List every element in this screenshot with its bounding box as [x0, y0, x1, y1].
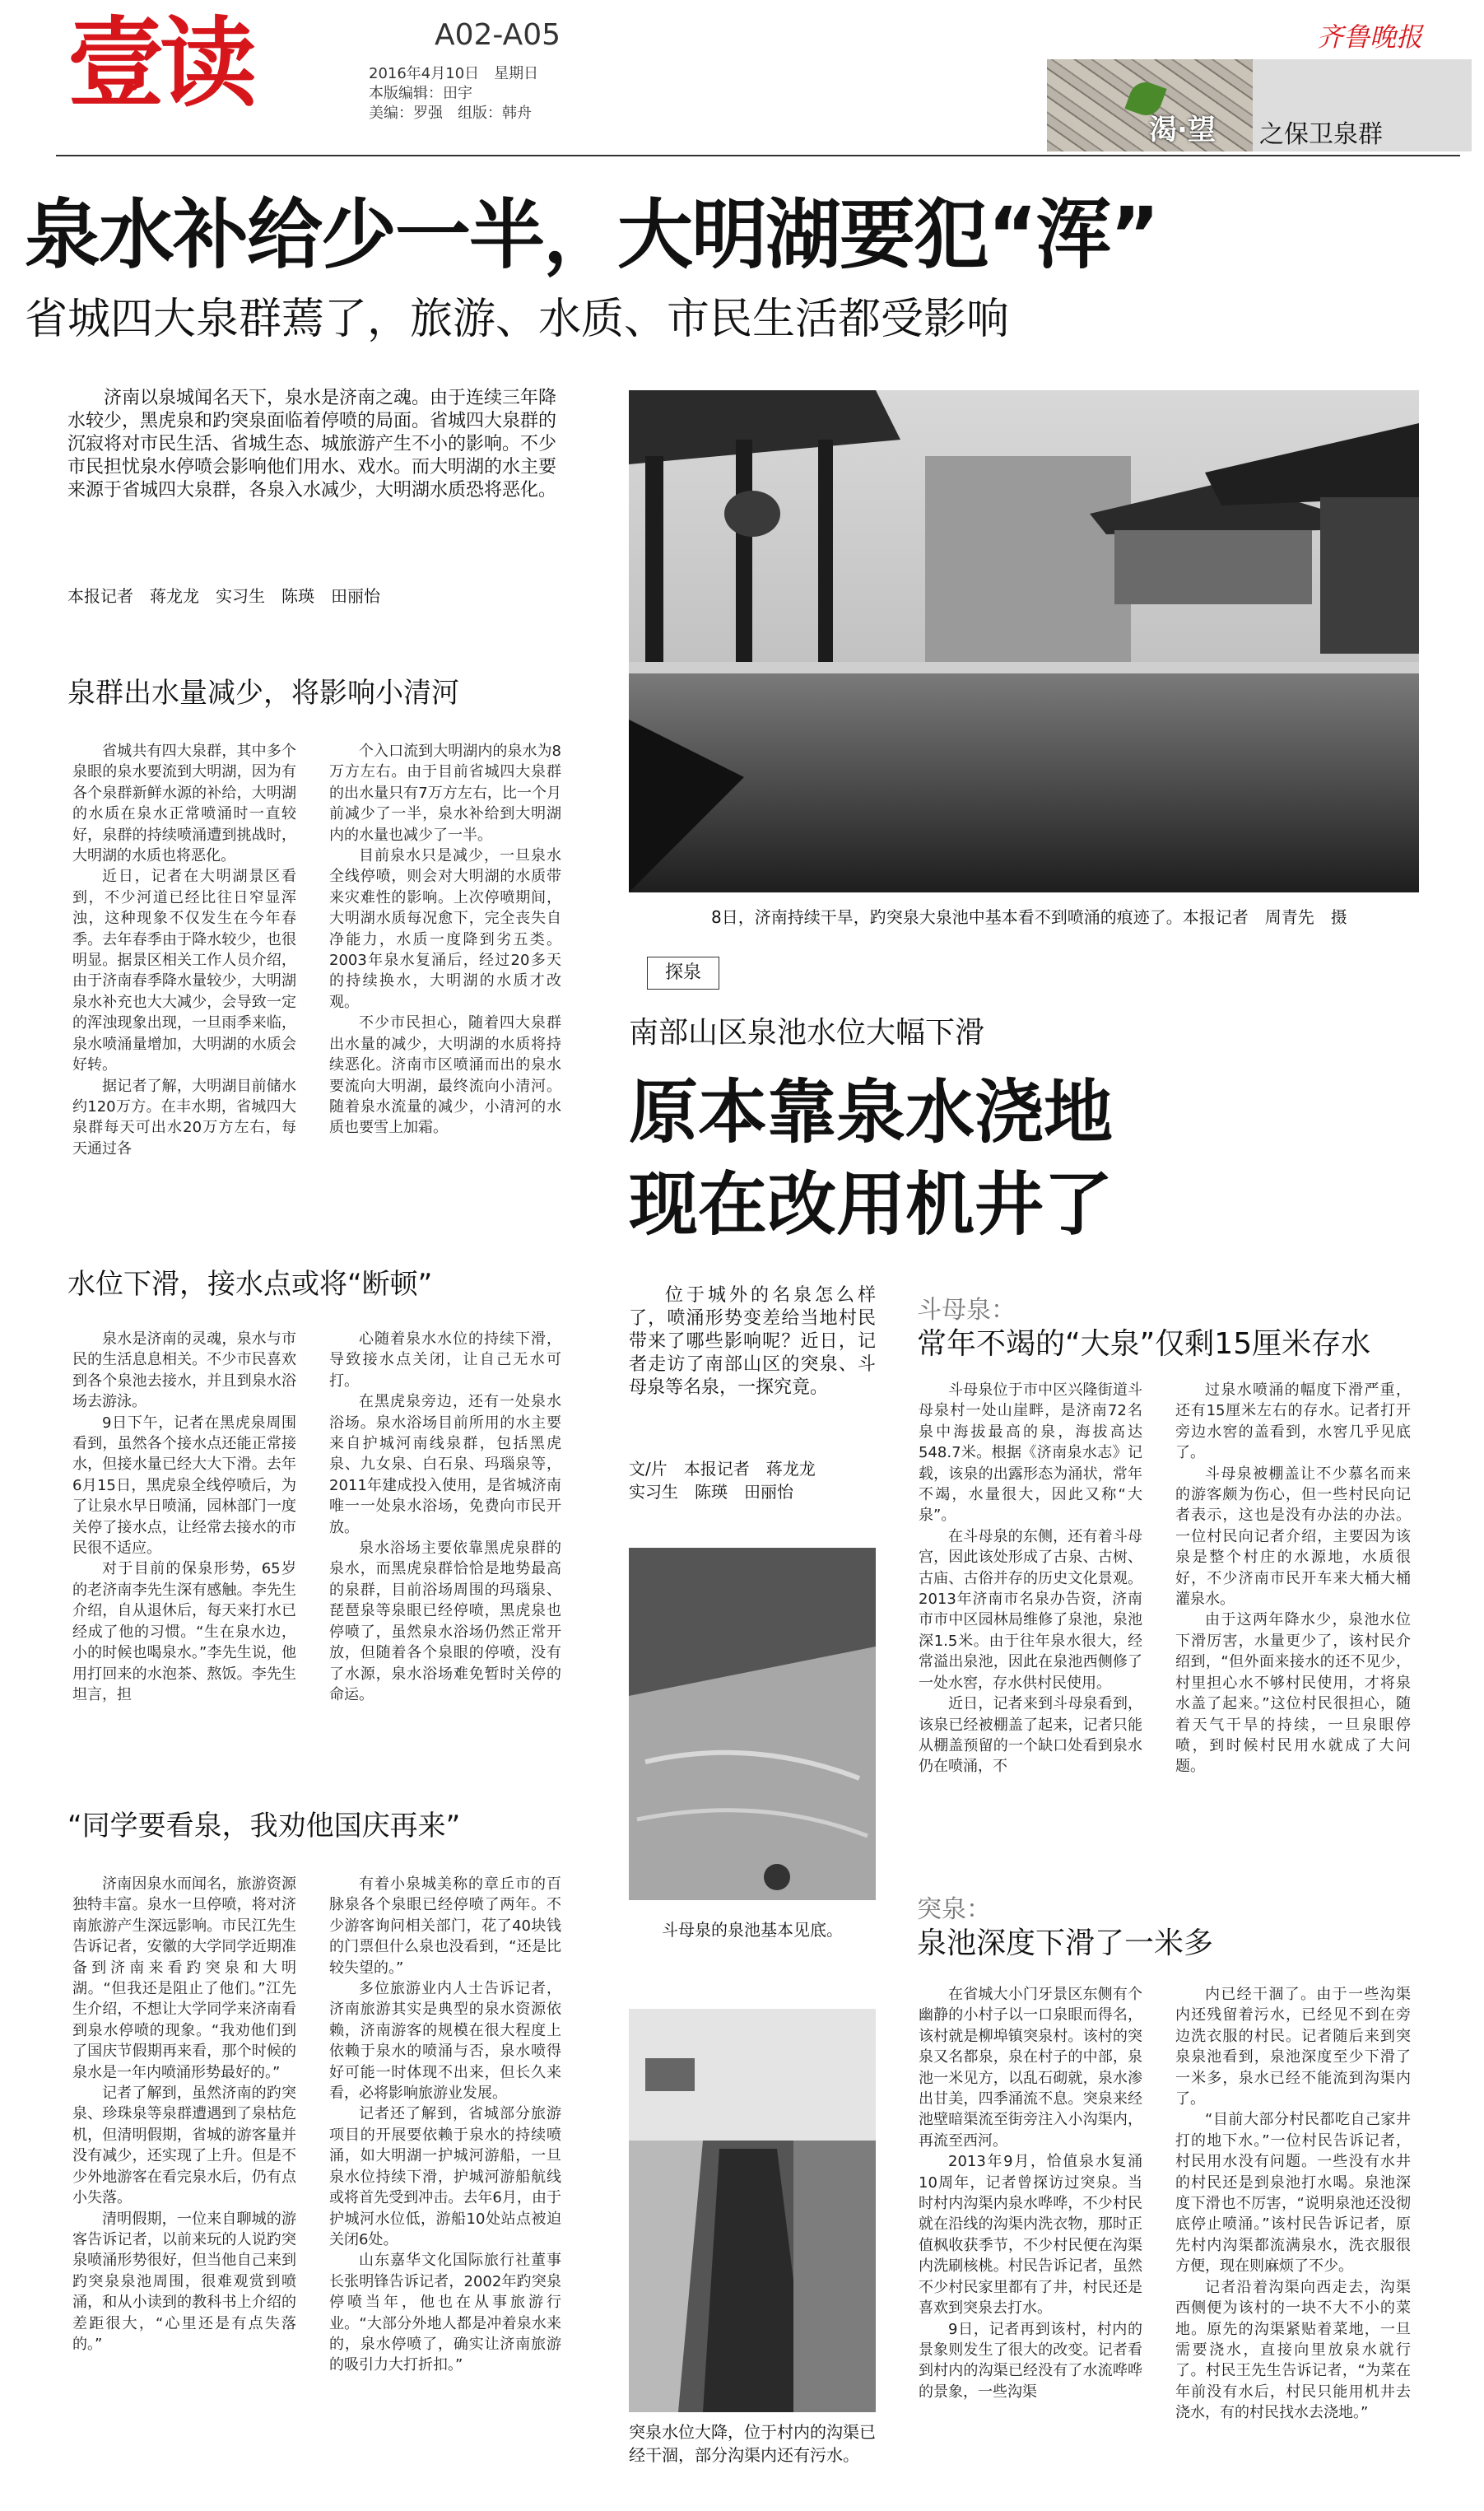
issue-editor: 本版编辑：田宇: [369, 85, 472, 102]
tuquan-text-left-para-1: 在省城大小门牙景区东侧有个幽静的小村子以一口泉眼而得名，该村就是柳埠镇突泉村。该村的突泉又名都泉，泉在村子的中部，泉池一米见方，以乱石砌就，泉水渗出甘美，四季涌流不息。突泉来经池壁暗渠流至街旁注入小沟渠内，再流至西河。: [919, 1986, 1142, 2150]
doumu-text-right-para-1: 过泉水喷涌的幅度下滑严重，还有15厘米左右的存水。记者打开旁边水窖的盖看到，水窖几乎见底了。: [1175, 1381, 1411, 1462]
section2-text-left-para-3: 对于目前的保泉形势，65岁的老济南李先生深有感触。李先生介绍，自从退休后，每天来打水已经成了他的习惯。“生在泉水边，小的时候也喝泉水。”李先生说，他用打回来的水泡茶、熬饭。李先生坦言，担: [72, 1560, 296, 1703]
issue-staff: 美编：罗强 组版：韩舟: [369, 105, 532, 122]
section1-col-left: [72, 741, 296, 1251]
section3-text-left-para-1: 济南因泉水而闻名，旅游资源独特丰富。泉水一旦停喷，将对济南旅游产生深远影响。市民江先生告诉记者，安徽的大学同学近期准备到济南来看趵突泉和大明湖。“但我还是阻止了他们。”江先生介绍，不想让大学同学来济南看到泉水停喷的现象。“我劝他们到了国庆节假期再来看，那个时候的泉水是一年内喷涌形势最好的。”: [72, 1875, 296, 2081]
section1-text-left-para-3: 据记者了解，大明湖目前储水约120万方。在丰水期，省城四大泉群每天可出水20万方左右，每天通过各: [72, 1077, 296, 1158]
section1-text-left-para-1: 省城共有四大泉群，其中多个泉眼的泉水要流到大明湖，因为有各个泉群新鲜水源的补给，大明湖的水质在泉水正常喷涌时一直较好，泉群的持续喷涌遭到挑战时，大明湖的水质也将恶化。: [72, 743, 296, 865]
tuquan-text-right-para-1: 内已经干涸了。由于一些沟渠内还残留着污水，已经见不到在旁边洗衣服的村民。记者随后来到突泉泉池看到，泉池深度至少下滑了一米多，泉水已经不能流到沟渠内了。: [1175, 1986, 1411, 2108]
section-heading-3: “同学要看泉，我劝他国庆再来”: [67, 1810, 461, 1842]
doumu-text-left-para-2: 在斗母泉的东侧，还有着斗母宫，因此该处形成了古泉、古树、古庙、古俗并存的历史文化景观。2013年济南市名泉办告资，济南市市中区园林局维修了泉池，泉池深1.5米。由于往年泉水很大，经常溢出泉池，因此在泉池西侧修了一处水窖，存水供村民使用。: [919, 1527, 1142, 1692]
section2-text-right-para-2: 在黑虎泉旁边，还有一处泉水浴场。泉水浴场目前所用的水主要来自护城河南线泉群，包括黑虎泉、九女泉、白石泉、玛瑙泉等，2011年建成投入使用，是省城济南唯一一处泉水浴场，免费向市民开放。: [329, 1393, 561, 1536]
column-tag: 探泉: [647, 957, 719, 990]
tuquan-text-left-para-3: 9日，记者再到该村，村内的景象则发生了很大的改变。记者看到村内的沟渠已经没有了水流哗哗的景象，一些沟渠: [919, 2320, 1142, 2401]
tuquan-channel-photo: [629, 2009, 876, 2412]
tanquan-intro: 位于城外的名泉怎么样了，喷涌形势变差给当地村民带来了哪些影响呢？近日，记者走访了南部山区的突泉、斗母泉等名泉，一探究竟。: [629, 1285, 876, 1398]
section2-text-right-para-3: 泉水浴场主要依靠黑虎泉群的泉水，而黑虎泉群恰恰是地势最高的泉群，目前浴场周围的玛瑙泉、琵琶泉等泉眼已经停喷，黑虎泉也停喷了，虽然泉水浴场仍然正常开放，但随着各个泉眼的停喷，没有了水源，泉水浴场难免暂时关停的命运。: [329, 1540, 561, 1703]
main-headline: 泉水补给少一半，大明湖要犯“浑”: [25, 191, 1158, 279]
lead-paragraph: 济南以泉城闻名天下，泉水是济南之魂。由于连续三年降水较少，黑虎泉和趵突泉面临着停喷的局面。省城四大泉群的沉寂将对市民生活、省城生态、城旅游产生不小的影响。不少市民担忧泉水停喷会影响他们用水、戏水。而大明湖的水主要来源于省城四大泉群，各泉入水减少，大明湖水质恐将恶化。: [67, 388, 557, 501]
doumu-col-left: [919, 1380, 1142, 1866]
section3-col-left: [72, 1874, 296, 2483]
paper-name: 齐鲁晚报: [1317, 21, 1423, 53]
section3-col-right: [329, 1874, 561, 2483]
section2-col-left: [72, 1329, 296, 1782]
tanquan-byline: 文/片 本报记者 蒋龙龙 实习生 陈瑛 田丽怡: [629, 1459, 816, 1502]
tanquan-headline-line1: 原本靠泉水浇地: [629, 1072, 1114, 1153]
main-subheadline: 省城四大泉群蔫了，旅游、水质、市民生活都受影响: [25, 295, 1010, 344]
doumu-spring-photo: [629, 1548, 876, 1900]
banner-title: 渴·望: [1149, 114, 1216, 147]
pavilion-pond-image: [629, 390, 1419, 892]
tanquan-subtitle: 南部山区泉池水位大幅下滑: [629, 1016, 985, 1050]
tuquan-label: 突泉：: [917, 1895, 991, 1924]
doumu-text-left-para-1: 斗母泉位于市中区兴隆街道斗母泉村一处山崖畔，是济南72名泉中海拔最高的泉，海拔高达548.7米。根据《济南泉水志》记载，该泉的出露形态为涌状，常年不竭，水量很大，因此又称“大泉”。: [919, 1381, 1142, 1525]
series-banner: [1047, 59, 1472, 151]
section1-text-left-para-2: 近日，记者在大明湖景区看到，不少河道已经比往日窄显浑浊，这种现象不仅发生在今年春季。去年春季由于降水较少，也很明显。据景区相关工作人员介绍，由于济南春季降水量较少，大明湖泉水补充也大大减少，会导致一定的浑浊现象出现，一旦雨季来临，泉水喷涌量增加，大明湖的水质会好转。: [72, 868, 296, 1074]
banner-subtitle: 之保卫泉群: [1259, 120, 1383, 149]
doumu-col-right: [1175, 1380, 1411, 1866]
section1-text-right-para-2: 目前泉水只是减少，一旦泉水全线停喷，则会对大明湖的水质带来灾难性的影响。上次停喷期间，大明湖水质每况愈下，完全丧失自净能力，水质一度降到劣五类。2003年泉水复涌后，经过20多天的持续换水，大明湖的水质才改观。: [329, 847, 561, 1011]
tuquan-col-right: [1175, 1984, 1411, 2503]
doumu-text-right-para-3: 由于这两年降水少，泉池水位下滑厉害，水量更少了，该村民介绍到，“但外面来接水的还不见少，村里担心水不够村民使用，才将泉水盖了起来。”这位村民很担心，随着天气干旱的持续，一旦泉眼停喷，到时候村民用水就成了大问题。: [1175, 1611, 1411, 1776]
photo-caption: 8日，济南持续干旱，趵突泉大泉池中基本看不到喷涌的痕迹了。本报记者 周青先 摄: [711, 907, 1347, 927]
tuquan-caption: 突泉水位大降，位于村内的沟渠已经干涸，部分沟渠内还有污水。: [629, 2422, 876, 2465]
section3-text-right-para-1: 有着小泉城美称的章丘市的百脉泉各个泉眼已经停喷了两年。不少游客询问相关部门，花了40块钱的门票但什么泉也没看到，“还是比较失望的。”: [329, 1875, 561, 1977]
tuquan-text-right-para-3: 记者沿着沟渠向西走去，沟渠西侧便为该村的一块不大不小的菜地。原先的沟渠紧贴着菜地，一旦需要浇水，直接向里放泉水就行了。村民王先生告诉记者，“为菜在年前没有水后，村民只能用机井去浇水，有的村民找水去浇地。”: [1175, 2278, 1411, 2422]
section2-text-left-para-2: 9日下午，记者在黑虎泉周围看到，虽然各个接水点还能正常接水，但接水量已经大大下滑。去年6月15日，黑虎泉全线停喷后，为了让泉水早日喷涌，园林部门一度关停了接水点，让经常去接水的市民很不适应。: [72, 1414, 296, 1558]
section2-text-left-para-1: 泉水是济南的灵魂，泉水与市民的生活息息相关。不少市民喜欢到各个泉池去接水，并且到泉水浴场去游泳。: [72, 1330, 296, 1411]
byline: 本报记者 蒋龙龙 实习生 陈瑛 田丽怡: [67, 586, 380, 606]
doumu-title: 常年不竭的“大泉”仅剩15厘米存水: [917, 1327, 1371, 1361]
issue-date: 2016年4月10日 星期日: [369, 65, 539, 82]
section3-text-right-para-3: 记者还了解到，省城部分旅游项目的开展要依赖于泉水的持续喷涌，如大明湖一护城河游船，一旦泉水位持续下滑，护城河游船航线或将首先受到冲击。去年6月，由于护城河水位低，游船10处站点被迫关闭6处。: [329, 2105, 561, 2248]
section1-col-right: [329, 741, 561, 1251]
tanquan-headline-line2: 现在改用机井了: [629, 1164, 1114, 1245]
main-photo: [629, 390, 1419, 892]
section2-text-right-para-1: 心随着泉水水位的持续下滑，导致接水点关闭，让自己无水可打。: [329, 1330, 561, 1390]
brand-logo: 壹读: [67, 6, 253, 120]
section2-col-right: [329, 1329, 561, 1782]
issue-meta: [369, 64, 538, 123]
section3-text-right-para-2: 多位旅游业内人士告诉记者，济南旅游其实是典型的泉水资源依赖，济南游客的规模在很大程度上依赖于泉水的喷涌与否，泉水喷得好可能一时体现不出来，但长久来看，必将影响旅游业发展。: [329, 1980, 561, 2103]
doumu-text-left-para-3: 近日，记者来到斗母泉看到，该泉已经被棚盖了起来，记者只能从棚盖预留的一个缺口处看到泉水仍在喷涌，不: [919, 1695, 1142, 1776]
section3-text-left-para-3: 清明假期，一位来自聊城的游客告诉记者，以前来玩的人说趵突泉喷涌形势很好，但当他自己来到趵突泉泉池周围，很难观赏到喷涌，和从小读到的教科书上介绍的差距很大，“心里还是有点失落的。”: [72, 2210, 296, 2353]
section-heading-2: 水位下滑，接水点或将“断顿”: [67, 1268, 433, 1301]
tuquan-title: 泉池深度下滑了一米多: [917, 1926, 1214, 1960]
page-range: A02-A05: [435, 18, 561, 52]
spring-pool-image: [629, 1548, 876, 1900]
masthead-rule: [56, 155, 1460, 156]
section1-text-right-para-3: 不少市民担心，随着四大泉群出水量的减少，大明湖的水质将持续恶化。济南市区喷涌而出的泉水要流向大明湖，最终流向小清河。随着泉水流量的减少，小清河的水质也要雪上加霜。: [329, 1014, 561, 1137]
section-heading-1: 泉群出水量减少，将影响小清河: [67, 677, 459, 710]
tuquan-text-right-para-2: “目前大部分村民都吃自己家井打的地下水。”一位村民告诉记者，村民用水没有问题。一些没有水井的村民还是到泉池打水喝。泉池深度下滑也不厉害，“说明泉池还没彻底停止喷涌。”该村民告诉记者，原先村内沟渠都流满泉水，洗衣服很方便，现在则麻烦了不少。: [1175, 2111, 1411, 2276]
doumu-caption: 斗母泉的泉池基本见底。: [662, 1920, 843, 1940]
doumu-text-right-para-2: 斗母泉被棚盖让不少慕名而来的游客颇为伤心，但一些村民向记者表示，这也是没有办法的办法。一位村民向记者介绍，主要因为该泉是整个村庄的水源地，水质很好，不少济南市民开车来大桶大桶灌泉水。: [1175, 1465, 1411, 1609]
section3-text-left-para-2: 记者了解到，虽然济南的趵突泉、珍珠泉等泉群遭遇到了泉枯危机，但清明假期，省城的游客量并没有减少，还实现了上升。但是不少外地游客在看完泉水后，仍有点小失落。: [72, 2085, 296, 2207]
section1-text-right-para-1: 个入口流到大明湖内的泉水为8万方左右。由于目前省城四大泉群的出水量只有7万方左右，比一个月前减少了一半，泉水补给到大明湖内的水量也减少了一半。: [329, 743, 561, 844]
tuquan-col-left: [919, 1984, 1142, 2503]
doumu-label: 斗母泉：: [917, 1296, 1016, 1325]
tuquan-text-left-para-2: 2013年9月，恰值泉水复涌10周年，记者曾探访过突泉。当时村内沟渠内泉水哗哗，不少村民就在沿线的沟渠内洗衣物，那时正值枫收获季节，不少村民便在沟渠内洗刷核桃。村民告诉记者，虽然不少村民家里都有了井，村民还是喜欢到突泉去打水。: [919, 2153, 1142, 2318]
section3-text-right-para-4: 山东嘉华文化国际旅行社董事长张明锋告诉记者，2002年趵突泉停喷当年，他也在从事旅游行业。“大部分外地人都是冲着泉水来的，泉水停喷了，确实让济南旅游的吸引力大打折扣。”: [329, 2252, 561, 2374]
dry-channel-image: [629, 2009, 876, 2412]
